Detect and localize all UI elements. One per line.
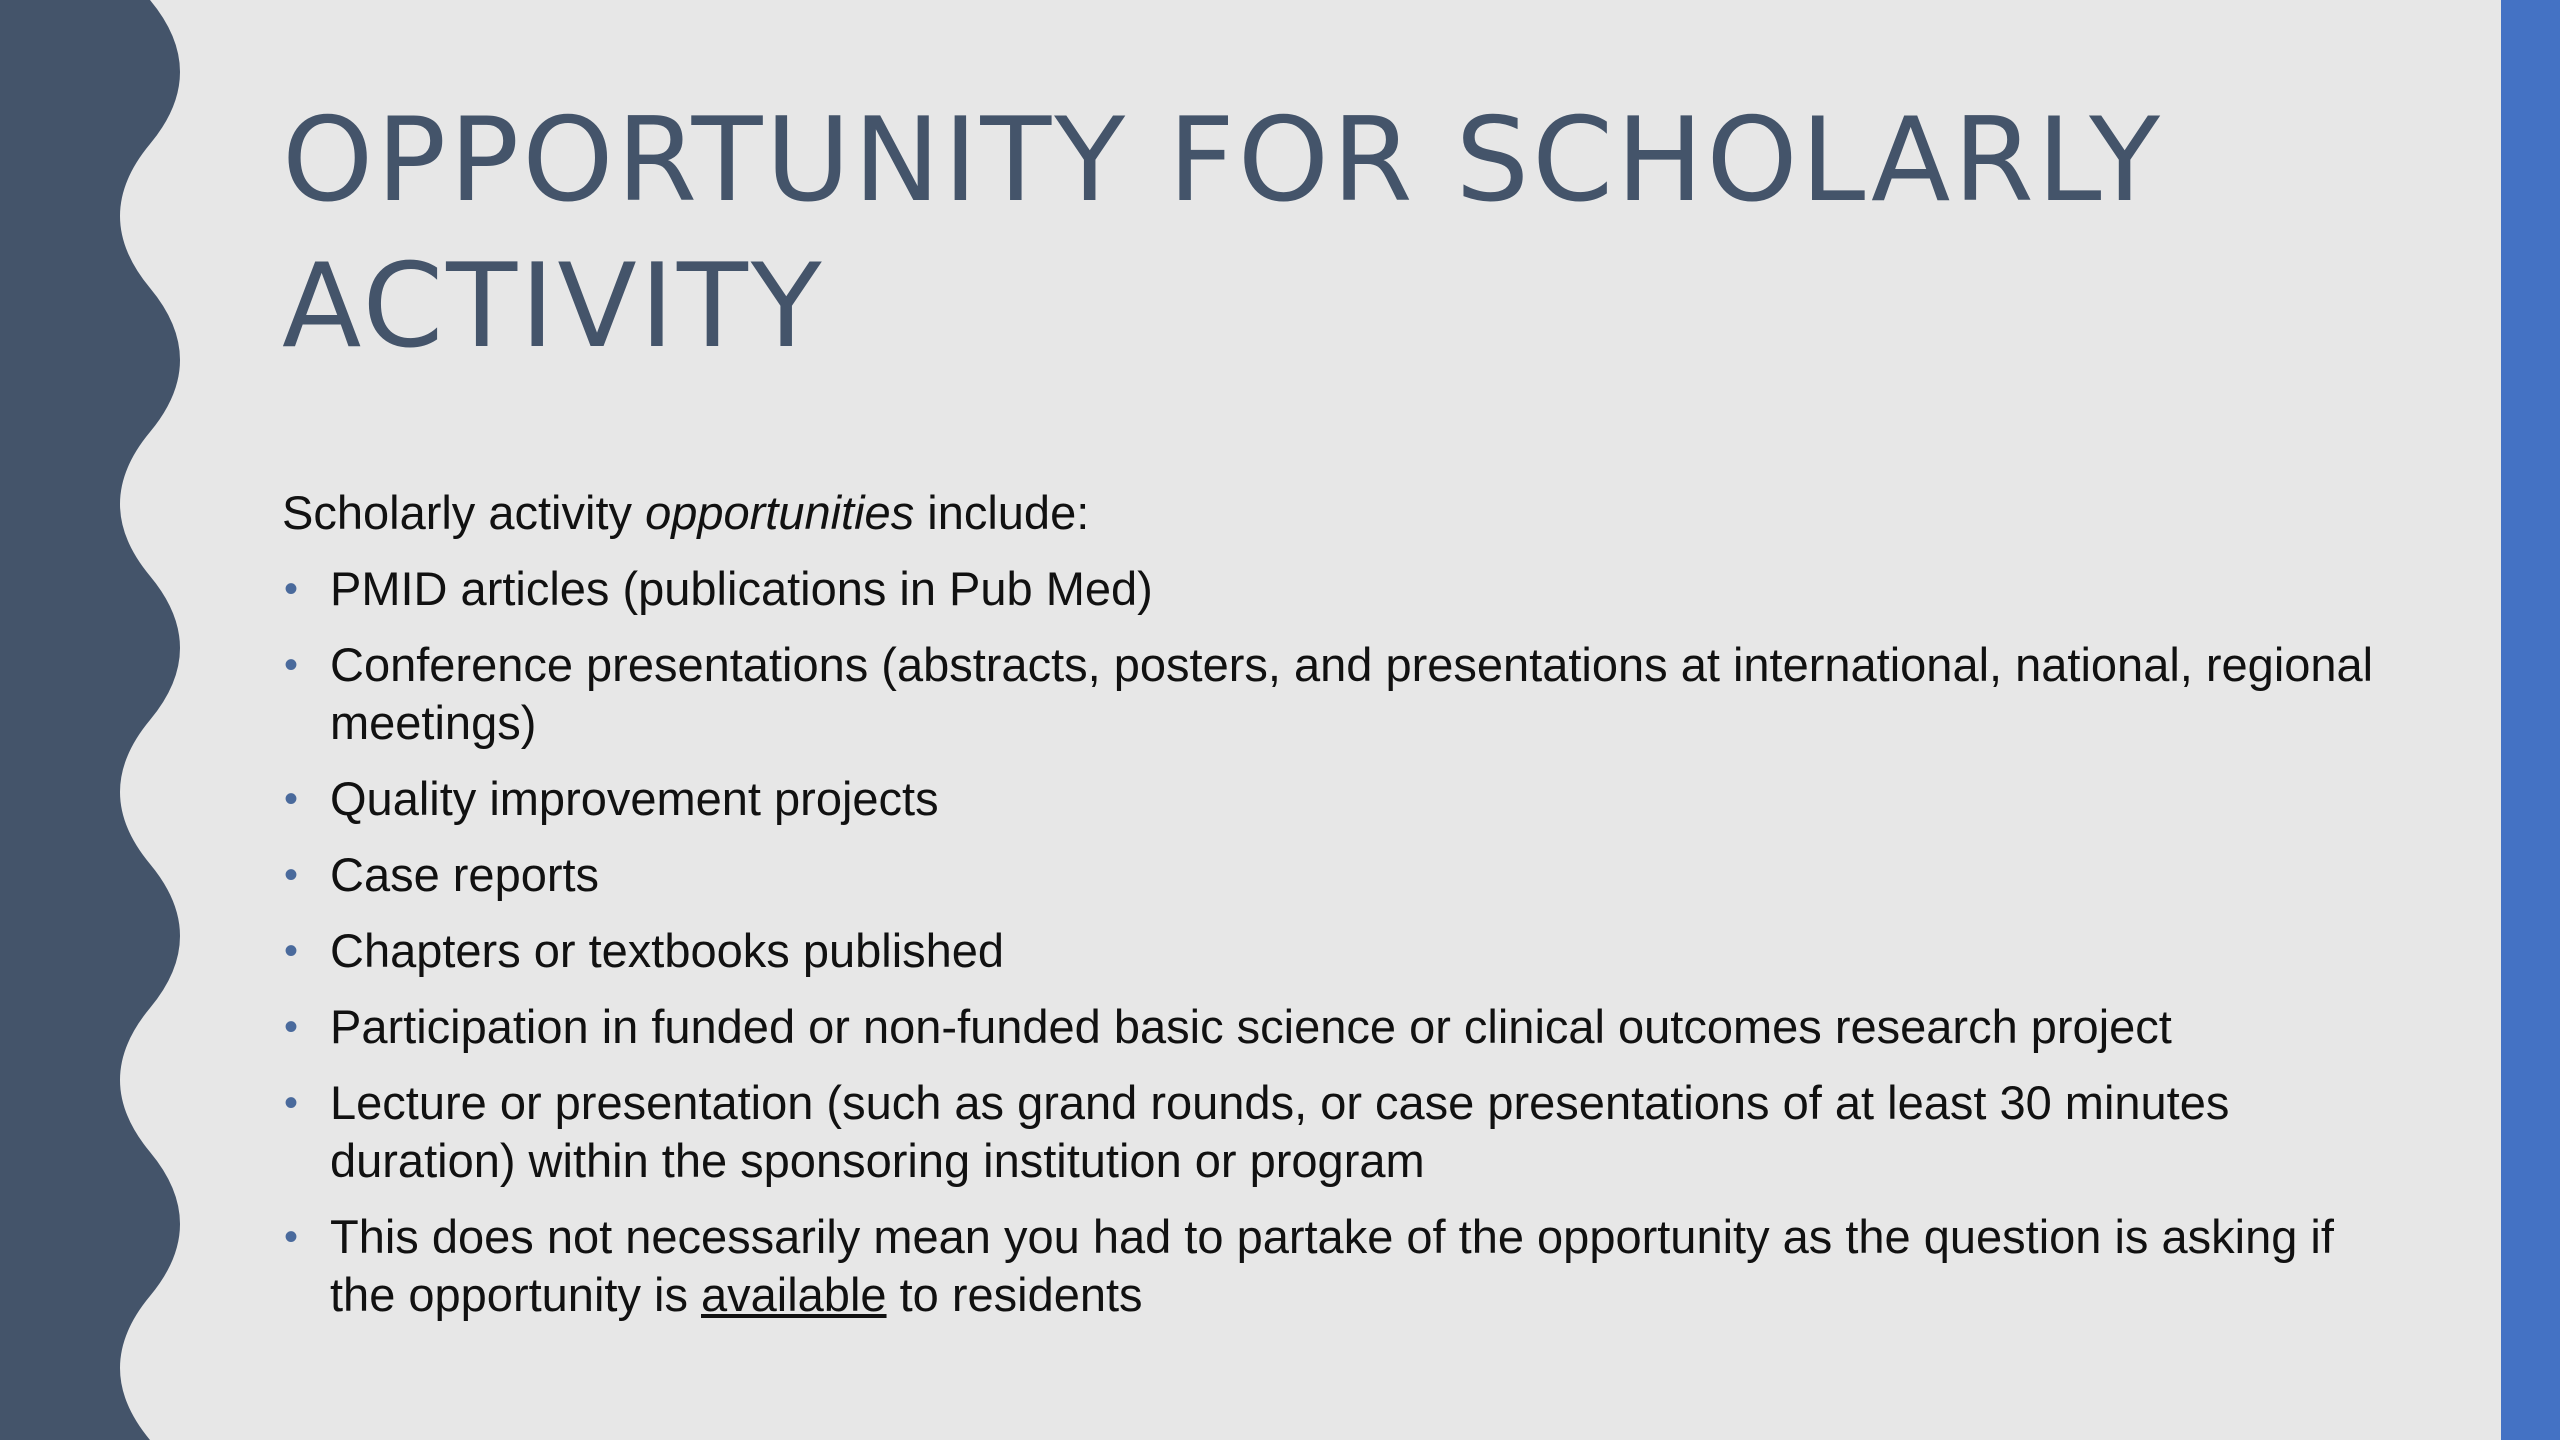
bullet-list	[282, 560, 2392, 1324]
bullet-icon: •	[284, 777, 299, 821]
bullet-item	[282, 770, 2392, 828]
bullet-text: Quality improvement projects	[330, 772, 939, 825]
slide-title: OPPORTUNITY FOR SCHOLARLY ACTIVITY	[282, 93, 2163, 374]
intro-text-start: Scholarly activity	[282, 486, 646, 539]
last-bullet-text-start: This does not necessarily mean you had to partake of the opportunity as the question is asking if the opportunity is	[330, 1210, 2334, 1321]
intro-text	[282, 484, 2392, 542]
bullet-text: Chapters or textbooks published	[330, 924, 1005, 977]
bullet-text: Case reports	[330, 848, 600, 901]
bullet-icon: •	[284, 643, 299, 687]
left-wave-band	[0, 0, 200, 1440]
bullet-item	[282, 998, 2392, 1056]
bullet-text: Participation in funded or non-funded basic science or clinical outcomes research project	[330, 1000, 2172, 1053]
right-accent-bar	[2501, 0, 2560, 1440]
intro-text-end: include:	[914, 486, 1090, 539]
last-bullet-text-end: to residents	[886, 1268, 1143, 1321]
bullet-icon: •	[284, 1081, 299, 1125]
bullet-item-last	[282, 1208, 2392, 1324]
intro-emphasis: opportunities	[645, 486, 915, 539]
bullet-text: Conference presentations (abstracts, posters, and presentations at international, national, regional meetings)	[330, 638, 2374, 749]
bullet-text: Lecture or presentation (such as grand rounds, or case presentations of at least 30 minutes duration) within the sponsoring institution or program	[330, 1076, 2230, 1187]
available-underlined-text: available	[701, 1268, 887, 1321]
bullet-item	[282, 846, 2392, 904]
bullet-item	[282, 636, 2392, 752]
bullet-text: PMID articles (publications in Pub Med)	[330, 562, 1153, 615]
bullet-icon: •	[284, 929, 299, 973]
bullet-item	[282, 1074, 2392, 1190]
bullet-icon: •	[284, 567, 299, 611]
bullet-icon: •	[284, 1215, 299, 1259]
bullet-item	[282, 560, 2392, 618]
slide-body	[282, 484, 2392, 1342]
bullet-icon: •	[284, 853, 299, 897]
bullet-icon: •	[284, 1005, 299, 1049]
bullet-item	[282, 922, 2392, 980]
